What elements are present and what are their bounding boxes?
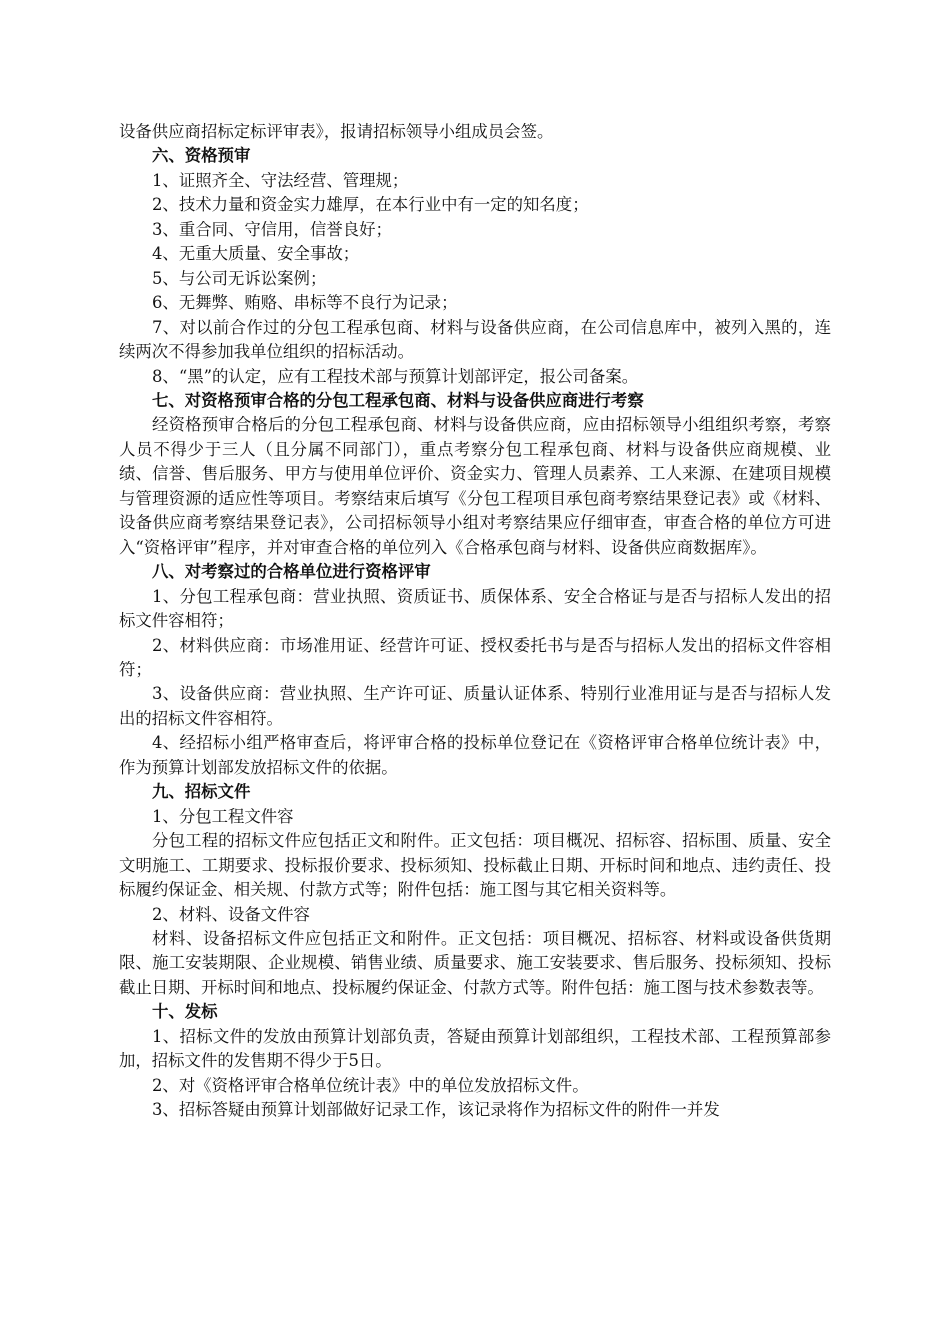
section-heading-7: 七、对资格预审合格的分包工程承包商、材料与设备供应商进行考察 <box>152 390 644 410</box>
body-paragraph: 分包工程的招标文件应包括正文和附件。正文包括：项目概况、招标容、招标围、质量、安全文明施工、工期要求、投标报价要求、投标须知、投标截止日期、开标时间和地点、违约责任、投标履约保证金、相关规、付款方式等；附件包括：施工图与其它相关资料等。 <box>119 831 831 900</box>
section-heading-9: 九、招标文件 <box>152 782 251 802</box>
sub-heading: 2、材料、设备文件容 <box>152 904 310 924</box>
section-heading-6: 六、资格预审 <box>152 146 251 166</box>
list-item: 5、与公司无诉讼案例； <box>152 268 327 288</box>
list-item: 7、对以前合作过的分包工程承包商、材料与设备供应商，在公司信息库中，被列入黑的，连续两次不得参加我单位组织的招标活动。 <box>119 317 831 362</box>
list-item: 3、招标答疑由预算计划部做好记录工作，该记录将作为招标文件的附件一并发 <box>152 1100 720 1120</box>
sub-heading: 1、分包工程文件容 <box>152 806 294 826</box>
list-item: 4、无重大质量、安全事故； <box>152 244 360 264</box>
list-item: 2、对《资格评审合格单位统计表》中的单位发放招标文件。 <box>152 1075 589 1095</box>
list-item: 4、经招标小组严格审查后，将评审合格的投标单位登记在《资格评审合格单位统计表》中，作为预算计划部发放招标文件的依据。 <box>119 733 831 777</box>
list-item: 3、设备供应商：营业执照、生产许可证、质量认证体系、特别行业准用证与是否与招标人发出的招标文件容相符。 <box>119 684 831 728</box>
list-item: 2、技术力量和资金实力雄厚，在本行业中有一定的知名度； <box>152 195 589 215</box>
list-item: 1、证照齐全、守法经营、管理规； <box>152 170 409 190</box>
list-item: 1、招标文件的发放由预算计划部负责，答疑由预算计划部组织，工程技术部、工程预算部参加，招标文件的发售期不得少于5日。 <box>119 1026 831 1071</box>
body-paragraph: 经资格预审合格后的分包工程承包商、材料与设备供应商，应由招标领导小组组织考察，考察人员不得少于三人（且分属不同部门），重点考察分包工程承包商、材料与设备供应商规模、业绩、信誉、售后服务、甲方与使用单位评价、资金实力、管理人员素养、工人来源、在建项目规模与管理资源的适应性等项目。考察结束后填写《分包工程项目承包商考察结果登记表》或《材料、设备供应商考察结果登记表》，公司招标领导小组对考察结果应仔细审查，审查合格的单位方可进入“资格评审”程序，并对审查合格的单位列入《合格承包商与材料、设备供应商数据库》。 <box>119 415 831 557</box>
list-item: 1、分包工程承包商：营业执照、资质证书、质保体系、安全合格证与是否与招标人发出的招标文件容相符； <box>119 586 831 631</box>
list-item: 3、重合同、守信用，信誉良好； <box>152 219 392 239</box>
list-item: 8、“黑”的认定，应有工程技术部与预算计划部评定，报公司备案。 <box>152 366 639 386</box>
list-item: 2、材料供应商：市场准用证、经营许可证、授权委托书与是否与招标人发出的招标文件容相符； <box>119 635 831 679</box>
list-item: 6、无舞弊、贿赂、串标等不良行为记录； <box>152 293 458 313</box>
document-page <box>119 120 831 1123</box>
body-paragraph: 材料、设备招标文件应包括正文和附件。正文包括：项目概况、招标容、材料或设备供货期限、施工安装期限、企业规模、销售业绩、质量要求、施工安装要求、售后服务、投标须知、投标截止日期、开标时间和地点、投标履约保证金、付款方式等。附件包括：施工图与技术参数表等。 <box>119 928 831 997</box>
section-heading-8: 八、对考察过的合格单位进行资格评审 <box>152 562 431 582</box>
section-heading-10: 十、发标 <box>152 1002 218 1022</box>
paragraph-continued: 设备供应商招标定标评审表》，报请招标领导小组成员会签。 <box>119 122 554 141</box>
